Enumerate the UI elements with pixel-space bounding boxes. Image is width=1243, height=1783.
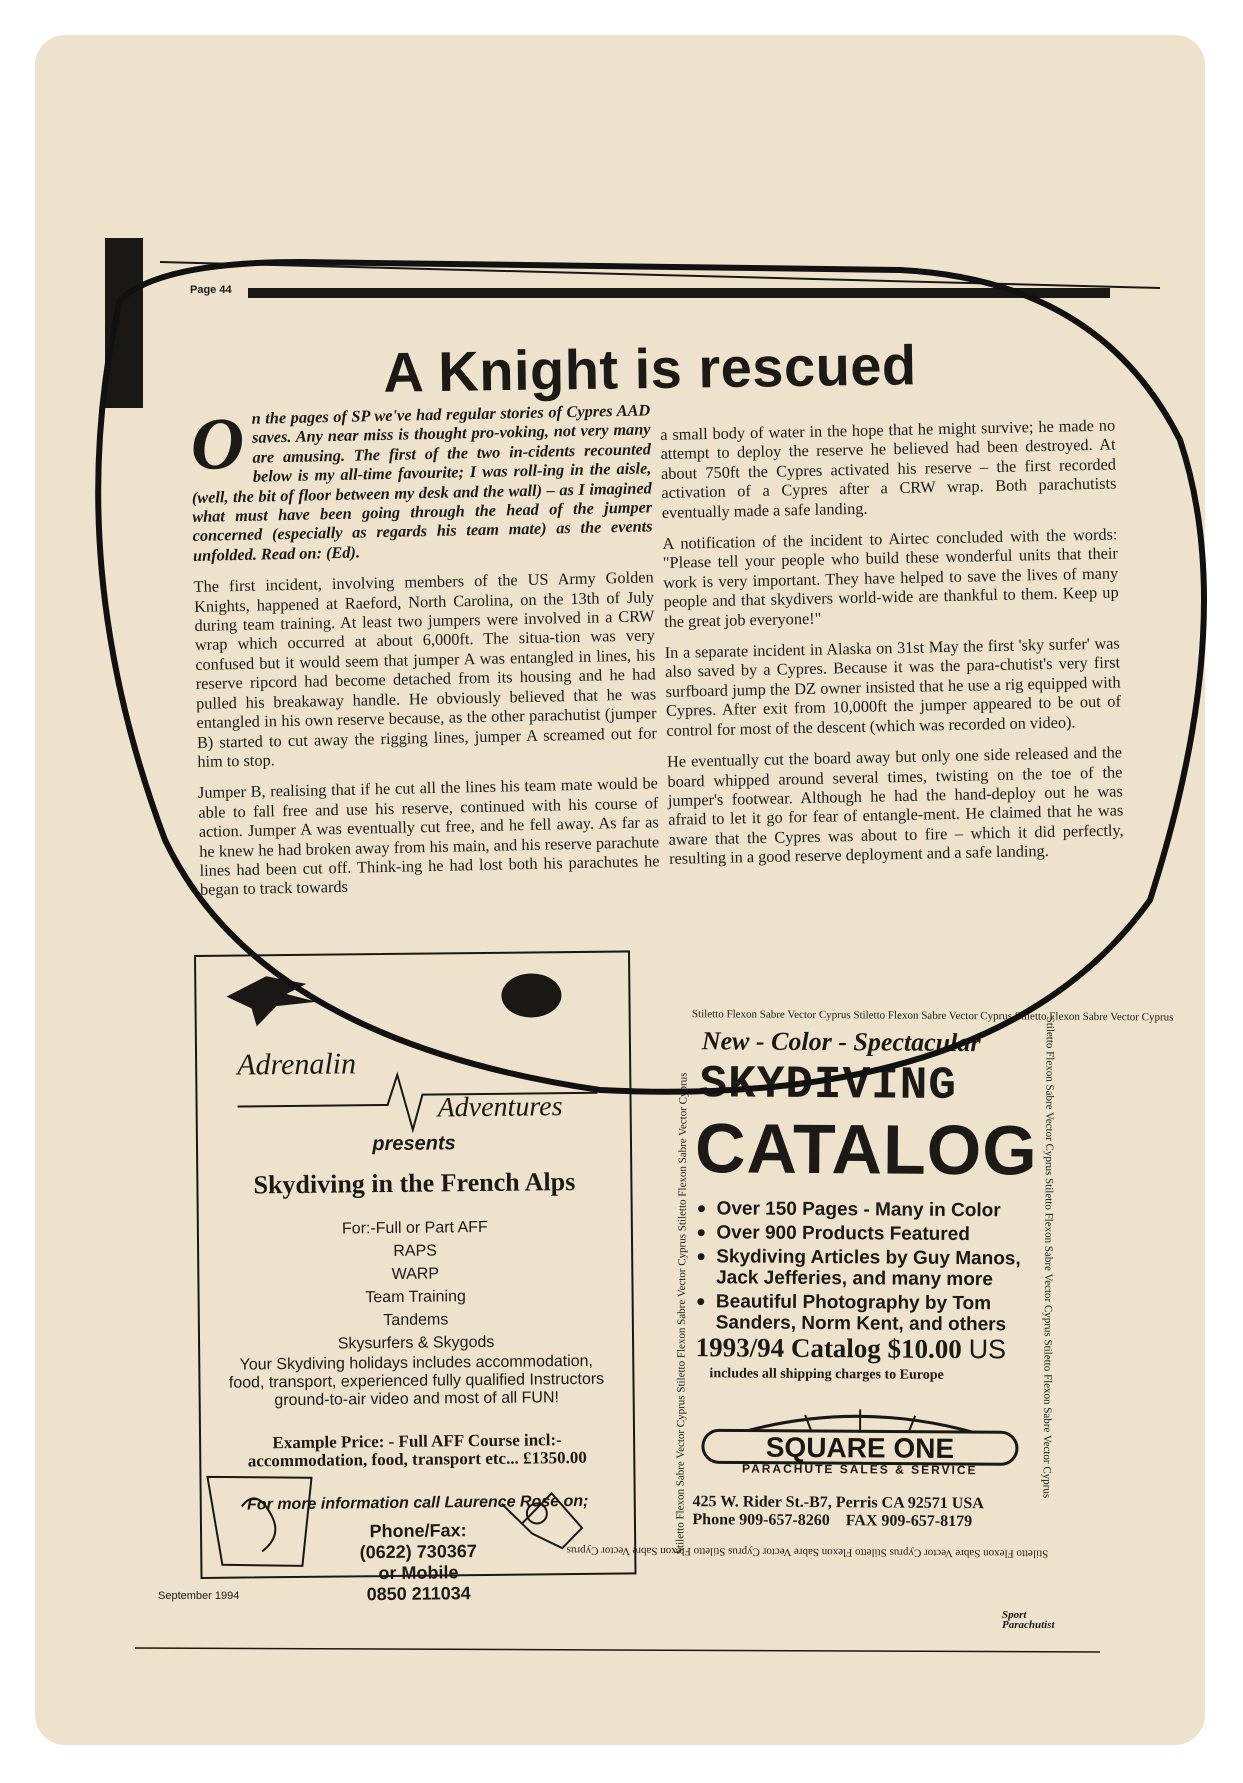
intro-text: n the pages of SP we've had regular stories of Cypres AAD saves. Any near miss is thought pro-voking, not very many are amusing. The first of the two in-cidents recounted below is my all-time favourite; I was roll-ing in the aisle, (well, the bit of floor between my desk and the wall) – as I imagined what must have been going through the head of the jumper concerned (especially as regards his team mate) as the events unfolded. Read on: (Ed).: [191, 400, 653, 565]
border-brand-text: Stiletto Flexon Sabre Vector Cyprus Stiletto Flexon Sabre Vector Cyprus Stiletto Flexon Sabre Vector Cyprus: [1040, 1016, 1056, 1499]
course-item: For:-Full or Part AFF: [341, 1218, 488, 1238]
feature-item: ● Skydiving Articles by Guy Manos, Jack Jefferies, and many more: [696, 1246, 1036, 1290]
mobile-number: 0850 211034: [366, 1583, 471, 1605]
contact-line: For more information call Laurence Rose on;: [246, 1492, 589, 1514]
feature-item: ● Over 150 Pages - Many in Color: [697, 1198, 1037, 1221]
shipping-note: includes all shipping charges to Europe: [709, 1366, 944, 1383]
article-paragraph: a small body of water in the hope that he might survive; he made no attempt to deploy the reserve he believed had been destroyed. At about 750ft the Cypres activated his reserve – the first recorded activation of a Cypres after a CRW wrap. Both parachutists eventually made a safe landing.: [660, 415, 1117, 522]
catalog-heading: CATALOG: [694, 1109, 1038, 1190]
article-title: A Knight is rescued: [382, 333, 918, 404]
course-item: WARP: [391, 1265, 440, 1283]
course-item: Tandems: [383, 1311, 449, 1330]
magazine-logo-line1: Sport: [1002, 1609, 1027, 1621]
catalog-price-text: 1993/94 Catalog $10.00: [695, 1332, 962, 1365]
article-paragraph: A notification of the incident to Airtec concluded with the words: "Please tell your people who build these wonderful units that their work is very important. They have helped to save the lives of many people and that skydivers world-wide are thankful to them. Keep up the great job everyone!": [662, 524, 1119, 631]
mobile-label: or Mobile: [378, 1562, 459, 1584]
phone-number: (0622) 730367: [359, 1541, 477, 1563]
page-label: Page 44: [190, 284, 232, 296]
border-brand-text: Stiletto Flexon Sabre Vector Cyprus Stiletto Flexon Sabre Vector Cyprus Stiletto Flexon Sabre Vector Cyprus: [691, 1008, 1174, 1024]
article-paragraph: The first incident, involving members of the US Army Golden Knights, happened at Raeford, North Carolina, on the 13th of July during team training. At least two jumpers were involved in a CRW wrap which occurred at about 6,000ft. The situa-tion was very confused but it would seem that jumper A was entangled in lines, his reserve ripcord had become detached from its housing and he had pulled his breakaway handle. He obviously believed that he was entangled in his own reserve because, as the other parachutist (jumper B) started to cut away the rigging lines, jumper A screamed out for him to stop.: [193, 567, 658, 771]
border-brand-text: Stiletto Flexon Sabre Vector Cyprus Stiletto Flexon Sabre Vector Cyprus Stiletto Flexon Sabre Vector Cyprus: [566, 1544, 1049, 1560]
feature-item: ● Beautiful Photography by Tom Sanders, Norm Kent, and others: [696, 1291, 1036, 1335]
article-paragraph: He eventually cut the board away but only one side released and the board whipped around several times, twisting on the toe of the jumper's footwear. Although he had the hand-deploy out he was afraid to let it go for fear of entangle-ment. He claimed that he was aware that the Cypres was about to fire – which it did perfectly, resulting in a good reserve deployment and a safe landing.: [666, 742, 1124, 869]
catalog-heading-skydiving: SKYDIVING: [699, 1058, 958, 1112]
magazine-logo-line2: Parachutist: [1002, 1619, 1055, 1631]
catalog-tagline: New - Color - Spectacular: [701, 1026, 981, 1058]
drop-cap: O: [189, 402, 246, 486]
ad-title: Skydiving in the French Alps: [253, 1167, 576, 1200]
fax: FAX 909-657-8179: [845, 1512, 973, 1531]
circled-article-mark: [98, 262, 1204, 1092]
course-item: Team Training: [365, 1288, 466, 1307]
bottom-rule-line: [135, 1648, 1100, 1652]
course-item: RAPS: [393, 1242, 437, 1260]
address: 425 W. Rider St.-B7, Perris CA 92571 USA: [692, 1493, 984, 1513]
article-paragraph: Jumper B, realising that if he cut all the lines his team mate would be able to fall free and use his reserve, continued with his course of action. Jumper A was eventually cut free, and he fell away. As far as he knew he had broken away from his main, and his reserve parachute lines had been cut off. Think-ing he had lost both his parachutes he began to track towards: [197, 773, 660, 900]
course-item: Skysurfers & Skygods: [337, 1333, 495, 1353]
border-brand-text: Stiletto Flexon Sabre Vector Cyprus Stiletto Flexon Sabre Vector Cyprus Stiletto Flexon Sabre Vector Cyprus: [674, 1072, 690, 1555]
brand-adrenalin: Adrenalin: [236, 1047, 357, 1082]
article-paragraph: In a separate incident in Alaska on 31st May the first 'sky surfer' was also saved by a Cypres. Because it was the para-chutist's very first surfboard jump the DZ owner insisted that he use a rig equipped with Cypres. After exit from 10,000ft the jumper appeared to be out of control for most of the descent (which was recorded on video).: [664, 633, 1122, 740]
logo-subtitle: PARACHUTE SALES & SERVICE: [741, 1461, 978, 1478]
brand-adventures: Adventures: [437, 1091, 563, 1124]
logo-name: SQUARE ONE: [765, 1431, 955, 1464]
issue-date: September 1994: [158, 1590, 240, 1602]
currency: US: [968, 1334, 1007, 1365]
ad-presents: presents: [372, 1132, 456, 1156]
holiday-text: Your Skydiving holidays includes accommodation, food, transport, experienced fully qualified Instructors ground-to-air video and most of all FUN!: [228, 1352, 605, 1410]
feature-item: ● Over 900 Products Featured: [696, 1222, 1036, 1245]
phone-label: Phone/Fax:: [369, 1520, 467, 1542]
phone: Phone 909-657-8260: [692, 1511, 830, 1530]
example-price: Example Price: - Full AFF Course incl:- accommodation, food, transport etc... £1350.00: [247, 1430, 587, 1471]
